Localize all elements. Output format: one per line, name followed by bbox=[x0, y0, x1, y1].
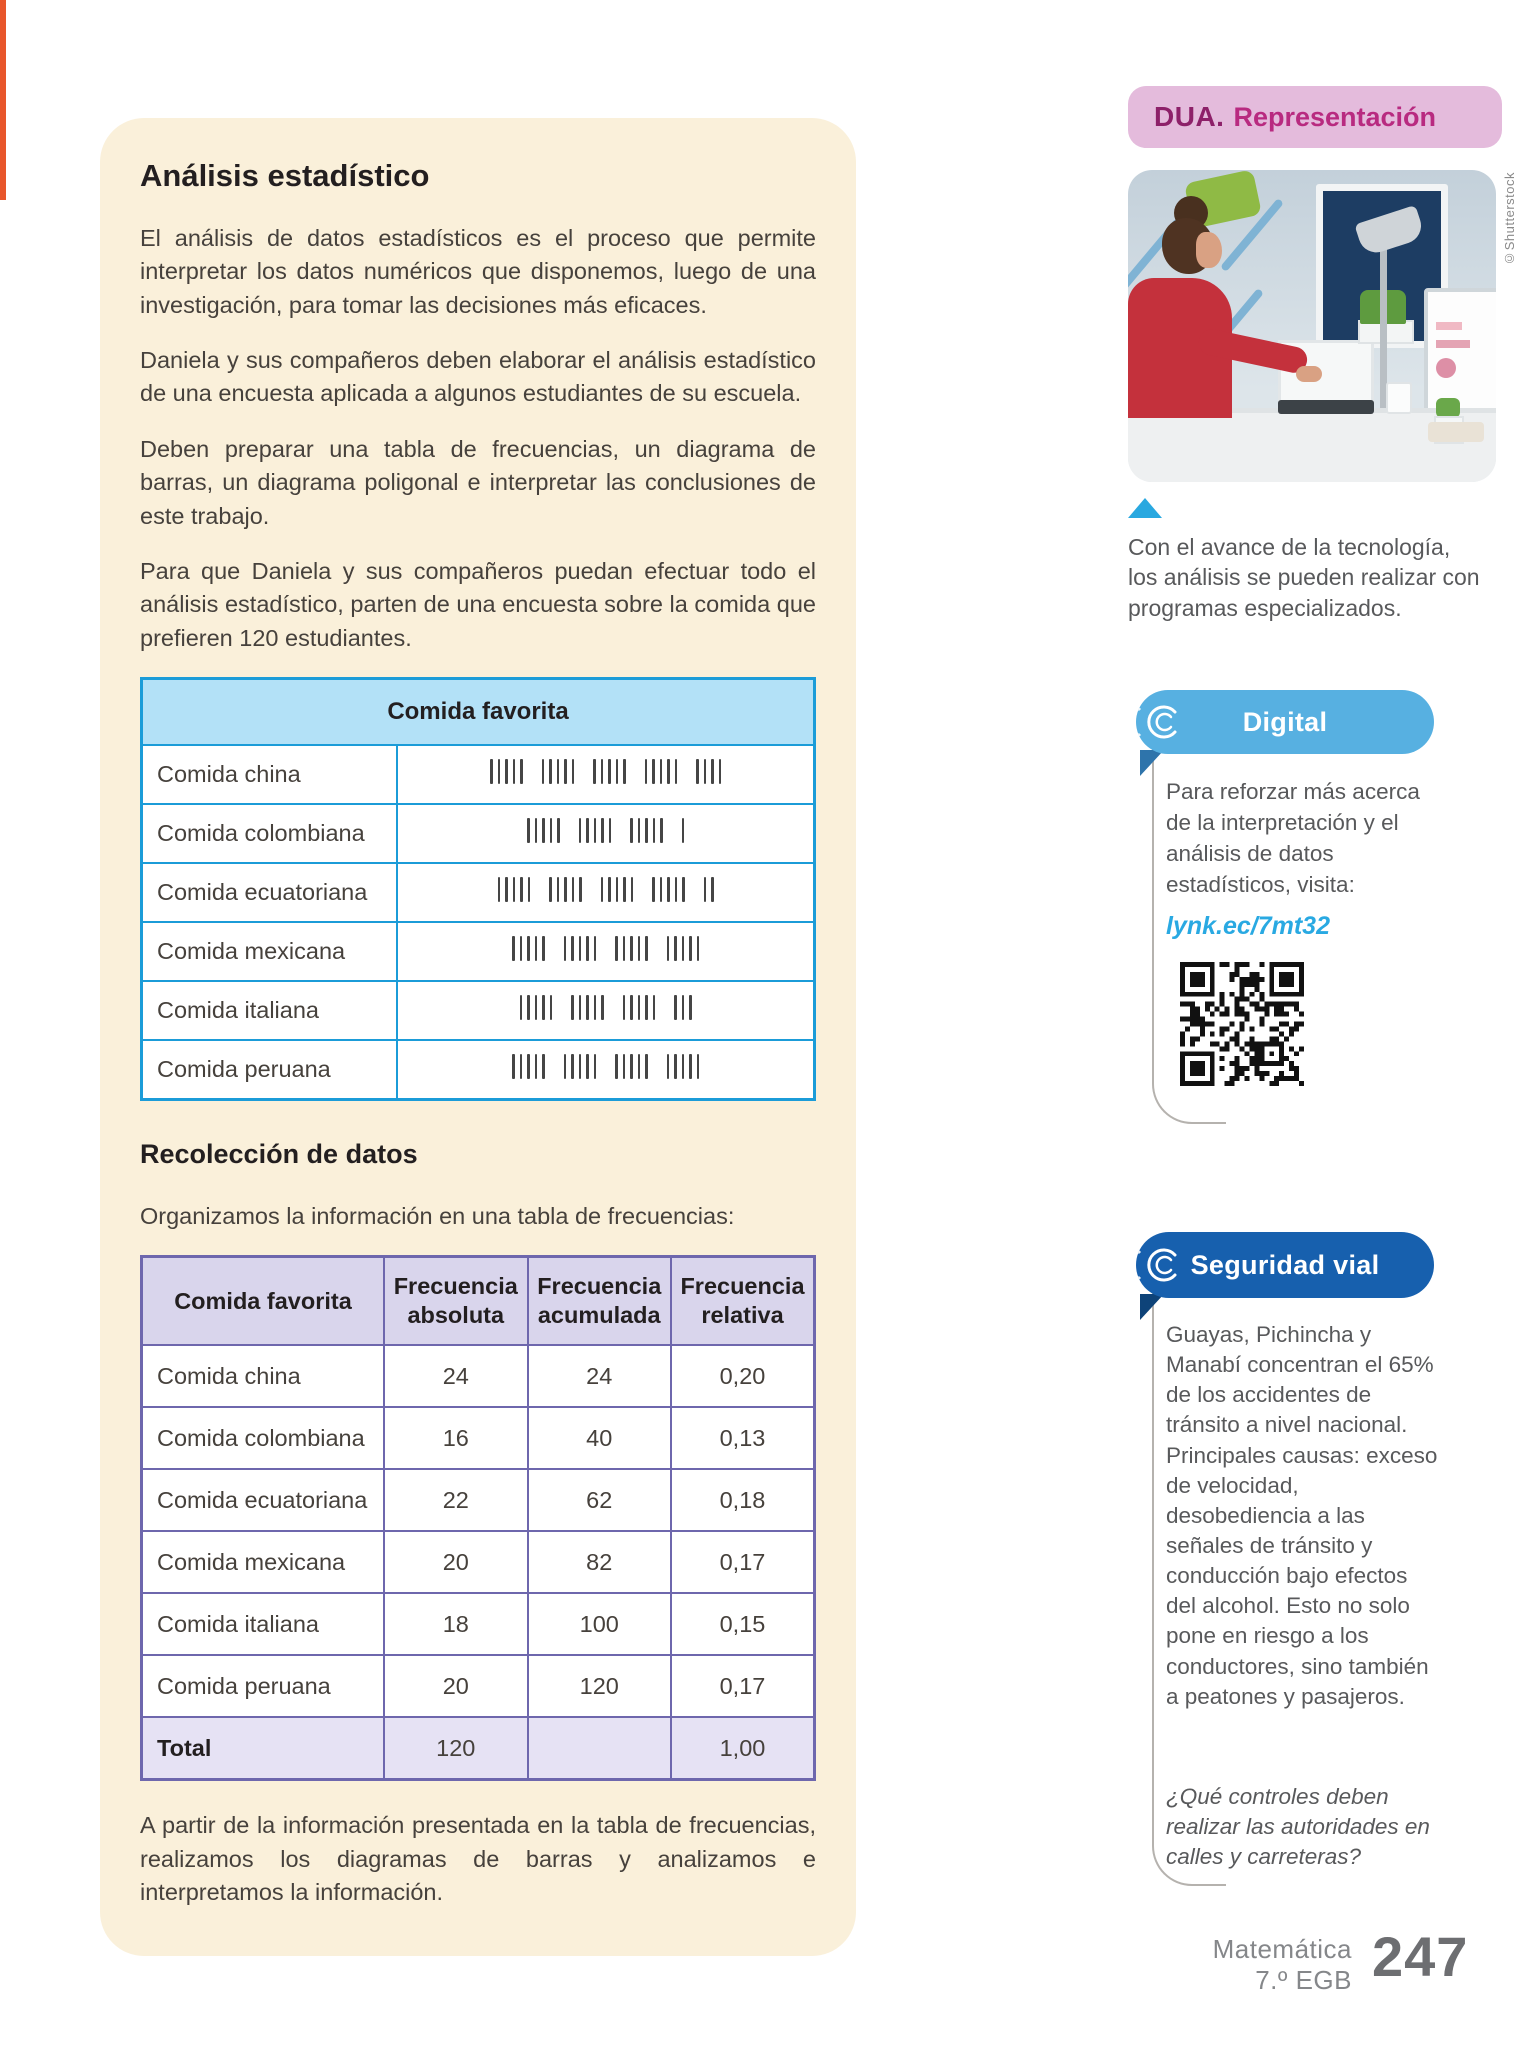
photo-monitor-chart bbox=[1436, 358, 1456, 378]
tally-group bbox=[652, 877, 685, 902]
freq-header-relativa: Frecuencia relativa bbox=[671, 1257, 815, 1346]
photo-credit: ©Shutterstock bbox=[1502, 172, 1517, 266]
freq-cell-value: 24 bbox=[528, 1345, 671, 1407]
freq-cell-value: 0,17 bbox=[671, 1531, 815, 1593]
caption-pointer-icon bbox=[1128, 498, 1162, 518]
tally-table-header: Comida favorita bbox=[142, 678, 815, 745]
footer-brand bbox=[1140, 1934, 1352, 1995]
digital-pill-notch bbox=[1140, 750, 1164, 776]
tally-group bbox=[645, 759, 678, 784]
tally-marks bbox=[397, 981, 814, 1040]
tally-row bbox=[142, 745, 815, 804]
tally-group bbox=[542, 759, 575, 784]
tally-row bbox=[142, 863, 815, 922]
tally-row-label: Comida mexicana bbox=[142, 922, 398, 981]
footer-subject: Matemática bbox=[1212, 1934, 1352, 1964]
closing-paragraph: A partir de la información presentada en la tabla de frecuencias, realizamos los diagramas de barras y analizamos e interpretamos la información. bbox=[140, 1812, 816, 1906]
freq-cell-value: 16 bbox=[384, 1407, 527, 1469]
dua-label: DUA. bbox=[1154, 101, 1225, 132]
tally-group bbox=[696, 759, 721, 784]
photo-keyboard bbox=[1278, 400, 1374, 414]
photo-caption: Con el avance de la tecnología, los análisis se pueden realizar con programas especializados. bbox=[1128, 534, 1480, 621]
freq-cell-value: 20 bbox=[384, 1655, 527, 1717]
tally-row bbox=[142, 981, 815, 1040]
tally-group bbox=[512, 1054, 545, 1079]
freq-cell-value: 62 bbox=[528, 1469, 671, 1531]
tally-marks bbox=[397, 745, 814, 804]
freq-cell-value: 100 bbox=[528, 1593, 671, 1655]
main-content-panel bbox=[100, 118, 856, 1956]
freq-cell-value: 20 bbox=[384, 1531, 527, 1593]
page-accent-bar bbox=[0, 0, 6, 200]
tally-table bbox=[140, 677, 816, 1101]
tally-row bbox=[142, 804, 815, 863]
tally-row-label: Comida colombiana bbox=[142, 804, 398, 863]
photo-monitor-chart bbox=[1436, 340, 1470, 348]
tally-group bbox=[615, 936, 648, 961]
freq-cell-value: 120 bbox=[528, 1655, 671, 1717]
dua-title: Representación bbox=[1233, 101, 1437, 132]
tally-group bbox=[564, 1054, 597, 1079]
frequency-table bbox=[140, 1255, 816, 1781]
tally-group bbox=[674, 995, 692, 1020]
tally-group bbox=[667, 1054, 700, 1079]
tally-group bbox=[527, 818, 560, 843]
photo-monitor bbox=[1424, 288, 1496, 414]
photo-monitor-chart bbox=[1436, 322, 1462, 330]
freq-cell-value: 0,17 bbox=[671, 1655, 815, 1717]
photo-plant bbox=[1436, 398, 1460, 418]
digital-badge bbox=[1136, 690, 1434, 754]
freq-row bbox=[142, 1593, 815, 1655]
photo-person bbox=[1296, 366, 1322, 382]
freq-row bbox=[142, 1655, 815, 1717]
digital-text: Para reforzar más acerca de la interpretación y el análisis de datos estadísticos, visita: bbox=[1166, 779, 1420, 898]
tally-group bbox=[601, 877, 634, 902]
c-logo-icon bbox=[1142, 699, 1188, 745]
photo-mug bbox=[1386, 382, 1412, 414]
intro-paragraph-4: Para que Daniela y sus compañeros puedan efectuar todo el análisis estadístico, parten de una encuesta sobre la comida que prefieren 120 estudiantes. bbox=[140, 557, 816, 651]
tally-marks bbox=[397, 863, 814, 922]
seguridad-question: ¿Qué controles deben realizar las autoridades en calles y carreteras? bbox=[1166, 1784, 1430, 1870]
tally-group bbox=[630, 818, 663, 843]
qr-code bbox=[1180, 962, 1304, 1086]
tally-group bbox=[571, 995, 604, 1020]
freq-table-intro: Organizamos la información en una tabla de frecuencias: bbox=[140, 1202, 735, 1229]
tally-group bbox=[579, 818, 612, 843]
freq-cell-label: Comida italiana bbox=[142, 1593, 385, 1655]
freq-header-acumulada: Frecuencia acumulada bbox=[528, 1257, 671, 1346]
tally-group bbox=[490, 759, 523, 784]
freq-cell-value bbox=[528, 1717, 671, 1780]
tally-group bbox=[520, 995, 553, 1020]
freq-cell-value: 0,18 bbox=[671, 1469, 815, 1531]
intro-paragraph-1: El análisis de datos estadísticos es el proceso que permite interpretar los datos numéricos que disponemos, luego de una investigación, para tomar las decisiones más eficaces. bbox=[140, 225, 816, 318]
tally-row bbox=[142, 1040, 815, 1100]
tally-group bbox=[593, 759, 626, 784]
tally-group bbox=[704, 877, 714, 902]
tally-row bbox=[142, 922, 815, 981]
intro-paragraph-2: Daniela y sus compañeros deben elaborar el análisis estadístico de una encuesta aplicada a algunos estudiantes de su escuela. bbox=[140, 347, 816, 407]
dua-banner bbox=[1128, 86, 1502, 148]
freq-cell-label: Comida colombiana bbox=[142, 1407, 385, 1469]
freq-cell-value: 24 bbox=[384, 1345, 527, 1407]
digital-title: Digital bbox=[1242, 706, 1328, 737]
freq-cell-value: 120 bbox=[384, 1717, 527, 1780]
tally-marks bbox=[397, 804, 814, 863]
freq-row bbox=[142, 1469, 815, 1531]
tally-group bbox=[667, 936, 700, 961]
freq-cell-value: 0,20 bbox=[671, 1345, 815, 1407]
freq-cell-label: Comida china bbox=[142, 1345, 385, 1407]
intro-paragraph-3: Deben preparar una tabla de frecuencias, un diagrama de barras, un diagrama poligonal e interpretar las conclusiones de este trabajo. bbox=[140, 435, 816, 529]
stock-photo-woman-computer bbox=[1128, 170, 1496, 482]
seguridad-title: Seguridad vial bbox=[1190, 1249, 1380, 1280]
seguridad-badge bbox=[1136, 1232, 1434, 1298]
tally-row-label: Comida italiana bbox=[142, 981, 398, 1040]
tally-row-label: Comida china bbox=[142, 745, 398, 804]
freq-header-comida: Comida favorita bbox=[142, 1257, 385, 1346]
freq-row bbox=[142, 1531, 815, 1593]
tally-group bbox=[512, 936, 545, 961]
digital-link[interactable]: lynk.ec/7mt32 bbox=[1166, 912, 1330, 940]
footer-grade: 7.º EGB bbox=[1255, 1964, 1352, 1995]
tally-marks bbox=[397, 922, 814, 981]
section-title-recoleccion: Recolección de datos bbox=[140, 1138, 418, 1169]
c-logo-icon bbox=[1142, 1242, 1188, 1288]
freq-cell-label: Comida ecuatoriana bbox=[142, 1469, 385, 1531]
freq-row bbox=[142, 1345, 815, 1407]
freq-row bbox=[142, 1407, 815, 1469]
freq-cell-value: 82 bbox=[528, 1531, 671, 1593]
freq-cell-value: 0,13 bbox=[671, 1407, 815, 1469]
tally-group bbox=[615, 1054, 648, 1079]
tally-group bbox=[549, 877, 582, 902]
tally-row-label: Comida peruana bbox=[142, 1040, 398, 1100]
freq-cell-value: 22 bbox=[384, 1469, 527, 1531]
tally-group bbox=[498, 877, 531, 902]
tally-group bbox=[564, 936, 597, 961]
seguridad-text: Guayas, Pichincha y Manabí concentran el 65% de los accidentes de tránsito a nivel nacional. Principales causas: exceso de velocidad, desobediencia a las señales de tránsito y conducción bajo efectos del alcohol. Esto no solo pone en riesgo a los conductores, sino también a peatones y pasajeros. bbox=[1166, 1322, 1438, 1709]
freq-cell-value: 18 bbox=[384, 1593, 527, 1655]
photo-person bbox=[1196, 232, 1222, 268]
tally-marks bbox=[397, 1040, 814, 1100]
freq-header-absoluta: Frecuencia absoluta bbox=[384, 1257, 527, 1346]
page-title: Análisis estadístico bbox=[140, 158, 430, 193]
photo-phone bbox=[1428, 422, 1484, 442]
freq-cell-label: Comida peruana bbox=[142, 1655, 385, 1717]
freq-cell-label: Total bbox=[142, 1717, 385, 1780]
freq-cell-value: 0,15 bbox=[671, 1593, 815, 1655]
seguridad-pill-notch bbox=[1140, 1294, 1164, 1320]
freq-cell-value: 40 bbox=[528, 1407, 671, 1469]
freq-cell-label: Comida mexicana bbox=[142, 1531, 385, 1593]
tally-row-label: Comida ecuatoriana bbox=[142, 863, 398, 922]
tally-group bbox=[682, 818, 685, 843]
freq-total-row bbox=[142, 1717, 815, 1780]
tally-group bbox=[623, 995, 656, 1020]
page-number: 247 bbox=[1372, 1925, 1469, 1988]
freq-cell-value: 1,00 bbox=[671, 1717, 815, 1780]
